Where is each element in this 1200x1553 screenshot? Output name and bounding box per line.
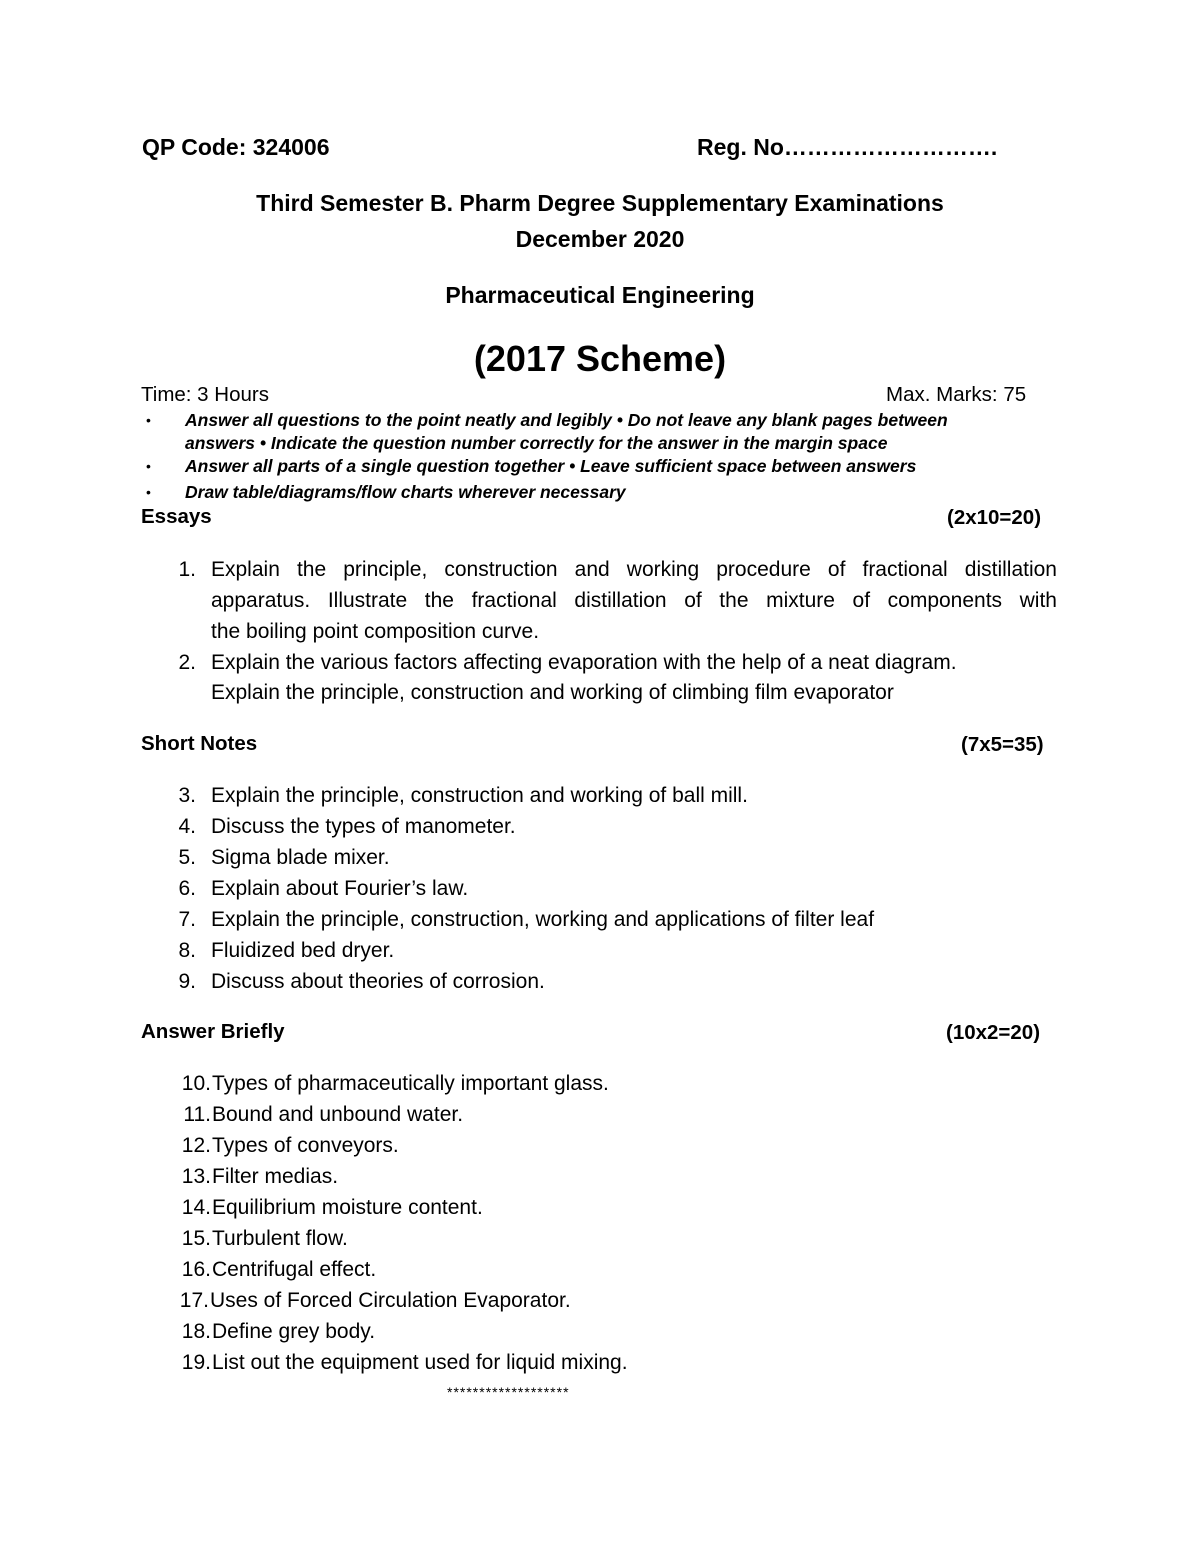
- section-title-essays: Essays: [141, 505, 212, 528]
- question-text: Explain about Fourier’s law.: [211, 877, 469, 900]
- question-number: 1.: [178, 558, 196, 581]
- question-text: Uses of Forced Circulation Evaporator.: [210, 1289, 571, 1312]
- section-marks-essays: (2x10=20): [947, 506, 1042, 529]
- question-number: 14.: [181, 1196, 211, 1219]
- question-number: 10.: [181, 1072, 211, 1095]
- section-title-answer-briefly: Answer Briefly: [141, 1020, 285, 1043]
- exam-time: Time: 3 Hours: [141, 383, 269, 406]
- section-marks-short-notes: (7x5=35): [961, 733, 1044, 756]
- instruction-line: Draw table/diagrams/flow charts wherever necessary: [185, 482, 626, 502]
- subject-title: Pharmaceutical Engineering: [445, 282, 755, 308]
- question-text: Define grey body.: [212, 1320, 376, 1343]
- exam-title: Third Semester B. Pharm Degree Supplementary Examinations: [256, 190, 944, 216]
- question-number: 8.: [178, 939, 196, 962]
- question-text: Types of conveyors.: [212, 1134, 399, 1157]
- question-text: List out the equipment used for liquid mixing.: [212, 1351, 628, 1374]
- question-text: Fluidized bed dryer.: [211, 939, 395, 962]
- question-text: Explain the principle, construction and working of climbing film evaporator: [211, 681, 894, 704]
- end-of-paper-stars: *******************: [447, 1384, 570, 1400]
- question-text: Centrifugal effect.: [212, 1258, 377, 1281]
- question-text: Filter medias.: [212, 1165, 339, 1188]
- max-marks: Max. Marks: 75: [886, 383, 1027, 406]
- scheme-title: (2017 Scheme): [473, 338, 727, 379]
- question-text: Types of pharmaceutically important glass.: [212, 1072, 609, 1095]
- question-number: 17.: [179, 1289, 209, 1312]
- question-number: 16.: [181, 1258, 211, 1281]
- qp-code: QP Code: 324006: [142, 134, 330, 160]
- question-text: Equilibrium moisture content.: [212, 1196, 483, 1219]
- question-text: Discuss the types of manometer.: [211, 815, 516, 838]
- question-number: 7.: [178, 908, 196, 931]
- question-text: Bound and unbound water.: [212, 1103, 464, 1126]
- question-number: 18.: [181, 1320, 211, 1343]
- question-text: Sigma blade mixer.: [211, 846, 390, 869]
- question-text: Turbulent flow.: [212, 1227, 348, 1250]
- bullet-icon: •: [146, 484, 151, 500]
- question-number: 6.: [178, 877, 196, 900]
- question-number: 4.: [178, 815, 196, 838]
- question-text: Explain the principle, construction, working and applications of filter leaf: [211, 908, 875, 931]
- question-number: 13.: [181, 1165, 211, 1188]
- question-text: Explain the various factors affecting evaporation with the help of a neat diagram.: [211, 651, 957, 674]
- question-text: the boiling point composition curve.: [211, 620, 540, 643]
- instruction-line: Answer all questions to the point neatly and legibly • Do not leave any blank pages between: [185, 410, 948, 430]
- question-number: 19.: [181, 1351, 211, 1374]
- question-text: Explain the principle, construction and working procedure of fractional distillation: [211, 558, 1057, 581]
- question-text: Explain the principle, construction and working of ball mill.: [211, 784, 748, 807]
- question-number: 3.: [178, 784, 196, 807]
- question-number: 5.: [178, 846, 196, 869]
- section-title-short-notes: Short Notes: [141, 732, 258, 755]
- question-number: 12.: [181, 1134, 211, 1157]
- bullet-icon: •: [146, 458, 151, 474]
- instruction-line: Answer all parts of a single question together • Leave sufficient space between answers: [185, 456, 917, 476]
- question-text: apparatus. Illustrate the fractional distillation of the mixture of components with: [211, 589, 1057, 612]
- instruction-line: answers • Indicate the question number correctly for the answer in the margin space: [185, 433, 888, 453]
- question-number: 2.: [178, 651, 196, 674]
- question-number: 9.: [178, 970, 196, 993]
- question-number: 15.: [181, 1227, 211, 1250]
- reg-no: Reg. No……………………….: [697, 134, 998, 160]
- question-text: Discuss about theories of corrosion.: [211, 970, 545, 993]
- section-marks-answer-briefly: (10x2=20): [946, 1021, 1041, 1044]
- bullet-icon: •: [146, 412, 151, 428]
- question-number: 11.: [183, 1103, 211, 1126]
- exam-date: December 2020: [515, 226, 685, 252]
